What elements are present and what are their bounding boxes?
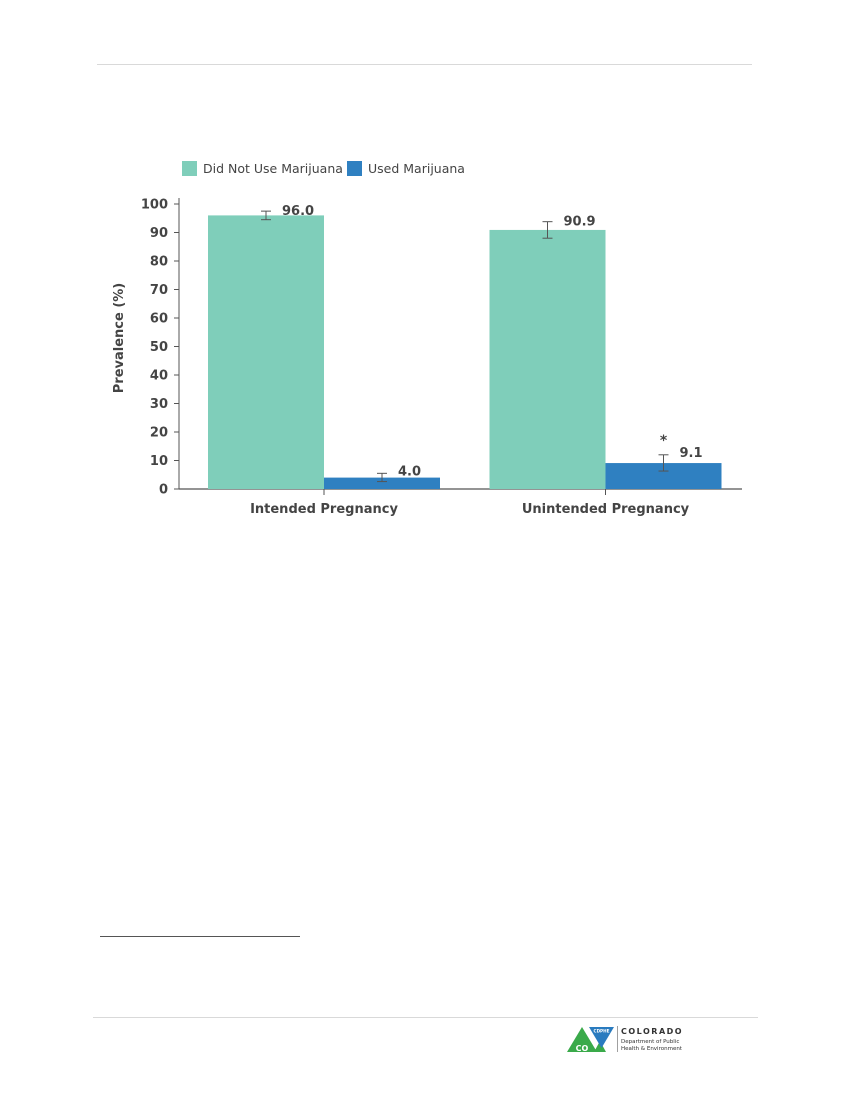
y-tick-label: 70 <box>149 283 168 298</box>
y-axis-label: Prevalence (%) <box>112 282 127 394</box>
y-tick-label: 50 <box>149 340 168 355</box>
y-tick-label: 20 <box>149 425 168 441</box>
x-tick-label: Intended Pregnancy <box>250 502 398 517</box>
data-label: 90.9 <box>563 214 596 230</box>
footnote-divider <box>100 936 300 937</box>
data-label: 9.1 <box>679 445 703 461</box>
cdphe-logo <box>567 1024 692 1054</box>
y-tick-label: 80 <box>149 254 168 270</box>
logo-line2: Health & Environment <box>621 1046 682 1052</box>
legend-label-used: Used Marijuana <box>368 161 465 176</box>
logo-line1: Department of Public <box>621 1039 680 1045</box>
y-tick-label: 60 <box>149 311 168 327</box>
legend-label-did-not-use: Did Not Use Marijuana <box>203 161 343 176</box>
x-tick-label: Unintended Pregnancy <box>521 502 690 517</box>
significance-marker: * <box>659 432 668 449</box>
y-tick-label: 30 <box>149 397 168 412</box>
y-tick-label: 40 <box>149 368 168 384</box>
bar <box>208 215 324 489</box>
logo-name: COLORADO <box>621 1027 684 1036</box>
y-tick-label: 90 <box>149 226 168 241</box>
bar <box>490 230 606 489</box>
y-tick-label: 0 <box>158 482 168 498</box>
logo-badge-text: CO <box>575 1044 589 1053</box>
y-tick-label: 10 <box>149 454 168 469</box>
data-label: 4.0 <box>398 464 422 480</box>
data-label: 96.0 <box>282 204 315 220</box>
footer-divider <box>93 1017 758 1018</box>
logo-tag-text: CDPHE <box>593 1028 610 1034</box>
y-tick-label: 100 <box>140 197 168 213</box>
